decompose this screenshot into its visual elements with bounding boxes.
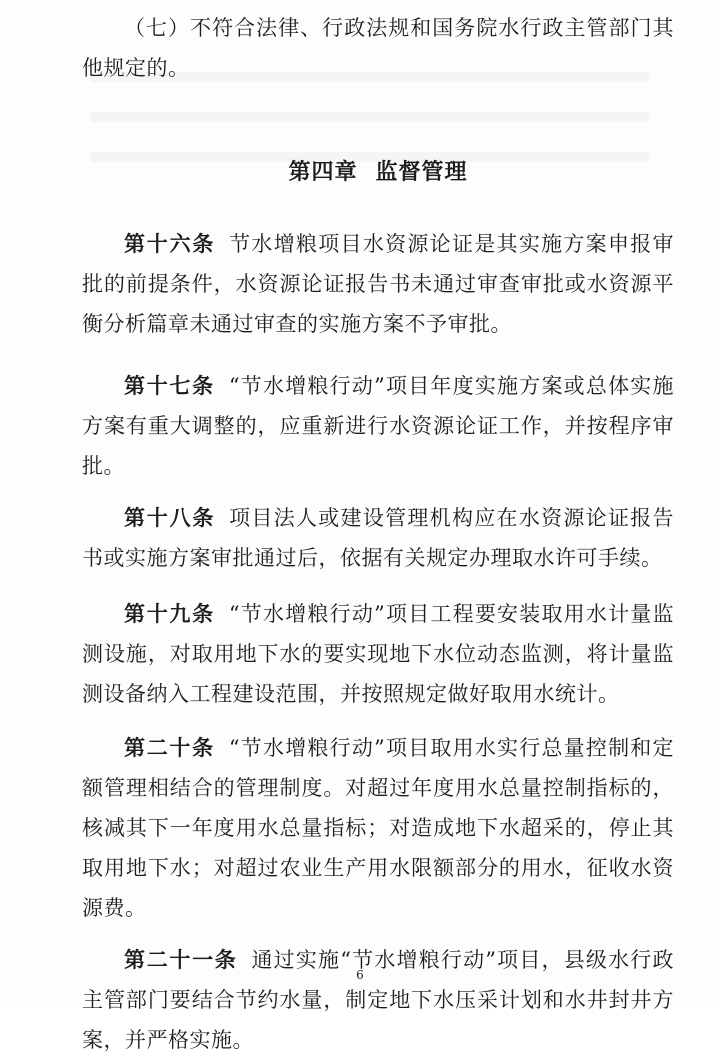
article-heading: 第十七条	[124, 373, 215, 398]
article-heading: 第二十条	[124, 735, 215, 760]
article-text: “节水增粮行动”项目工程要安装取用水计量监测设施，对取用地下水的要实现地下水位动态监测，将计量监测设备纳入工程建设范围，并按照规定做好取用水统计。	[82, 602, 674, 706]
article-text: “节水增粮行动”项目取用水实行总量控制和定额管理相结合的管理制度。对超过年度用水总量控制指标的，核减其下一年度用水总量指标；对造成地下水超采的，停止其取用地下水；对超过农业生产用水限额部分的用水，征收水资源费。	[82, 736, 674, 920]
document-body	[82, 0, 674, 1060]
article-21	[82, 940, 674, 1060]
article-17	[82, 366, 674, 486]
article-text: 通过实施“节水增粮行动”项目，县级水行政主管部门要结合节约水量，制定地下水压采计划和水井封井方案，并严格实施。	[82, 948, 674, 1052]
chapter-title: 监督管理	[375, 159, 468, 185]
article-heading: 第二十一条	[124, 947, 238, 972]
article-heading: 第十九条	[124, 601, 215, 626]
article-text: “节水增粮行动”项目年度实施方案或总体实施方案有重大调整的，应重新进行水资源论证工作，并按程序审批。	[82, 374, 674, 478]
page-number: 6	[356, 968, 364, 982]
article-18	[82, 498, 674, 578]
chapter-heading	[82, 152, 674, 192]
article-text: 节水增粮项目水资源论证是其实施方案申报审批的前提条件，水资源论证报告书未通过审查审批或水资源平衡分析篇章未通过审查的实施方案不予审批。	[82, 232, 675, 336]
article-heading: 第十六条	[124, 231, 216, 256]
chapter-label: 第四章	[288, 159, 358, 185]
article-heading: 第十八条	[124, 505, 216, 530]
article-19	[82, 594, 674, 714]
clause-item-seven	[82, 8, 674, 88]
article-text: 项目法人或建设管理机构应在水资源论证报告书或实施方案审批通过后，依据有关规定办理取水许可手续。	[82, 506, 675, 570]
article-20	[82, 728, 674, 928]
clause-text: （七）不符合法律、行政法规和国务院水行政主管部门其他规定的。	[82, 16, 674, 80]
article-16	[82, 224, 674, 344]
